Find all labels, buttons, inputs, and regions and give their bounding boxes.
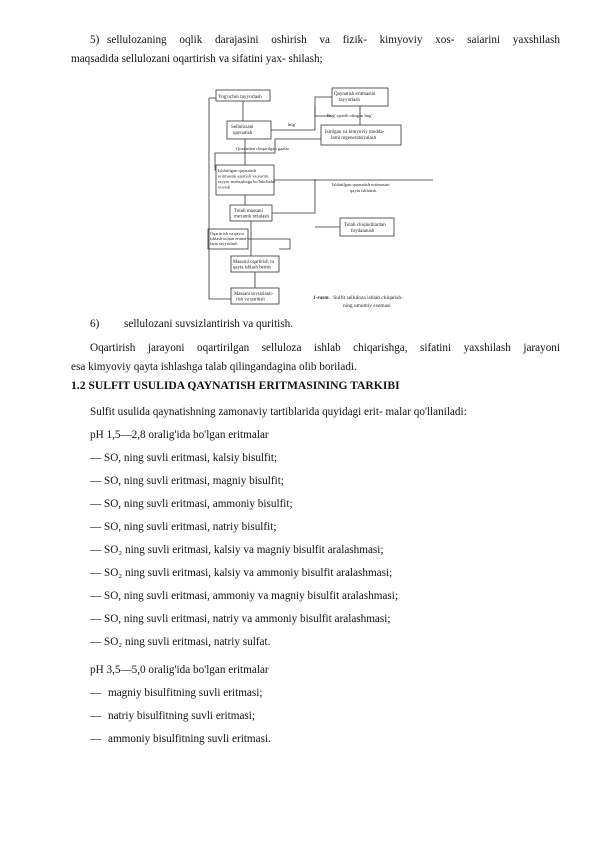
item-5-line-1: sellulozaning oqlik darajasini oshirish va fizik- kimyoviy xos- saiarini yaxshilash: [107, 34, 560, 46]
item-5-line-2: maqsadida sellulozani oqartirish va sifatini yax- shilash;: [71, 53, 323, 65]
process-diagram: [205, 84, 435, 314]
list-item: — SO₂ ning suvli eritmasi, kalsiy va ammoniy bisulfit aralashmasi;: [90, 567, 393, 579]
diagram-label-steam-off: Bug' ajratib olingan bug': [327, 113, 373, 118]
diagram-box-bleach-text: Massani oqartirish va qayta ishlash berish: [233, 260, 275, 271]
paragraph-line-1: Oqartirish jarayoni oqartirilgan selluloza ishlab chiqarishga, sifatini yaxshilash jarayoni: [90, 342, 560, 354]
diagram-box-liquor-prep: [332, 88, 388, 106]
diagram-caption-line-2: ning umumiy sxemasi: [343, 303, 391, 309]
list-number-5: 5): [90, 34, 100, 46]
list-item: — SO, ning suvli eritmasi, natriy va ammoniy bisulfit aralashmasi;: [90, 613, 391, 625]
list-dash: —: [90, 687, 102, 699]
intro-text: Sulfit usulida qaynatishning zamonaviy tartiblarida quyidagi erit- malar qo'llaniladi:: [90, 406, 467, 418]
diagram-label-steam: bug': [288, 122, 296, 127]
diagram-box-separation-text: Ishlatilgan qaynatish eritmasini ajratish va yarim tayyor mahsulotga bo'lakchalar yuvish: [218, 168, 276, 190]
diagram-label-reuse: Ishlatilgan qaynatish eritmasini qayta ishlatish: [332, 182, 390, 193]
diagram-box-waste-use-text: Tolali chiqindilardan foydalanish: [344, 223, 386, 234]
diagram-box-wood-prep-text: Yog'ochni tayyorlash: [218, 94, 262, 100]
diagram-label-gases: Qozondan chiqarilgan gazlar: [236, 146, 290, 151]
list-dash: —: [90, 733, 102, 745]
list-item: — SO₂ ning suvli eritmasi, natriy sulfat.: [90, 636, 271, 648]
list-number-6: 6): [90, 318, 100, 330]
diagram-box-cooking-text: Sellulozani qaynatish: [231, 125, 254, 136]
list-item: natriy bisulfitning suvli eritmasi;: [108, 710, 255, 722]
diagram-caption-line-1: Sulfit sellulоza ishlab chiqarish-: [333, 295, 403, 301]
list-item: magniy bisulfitning suvli eritmasi;: [108, 687, 263, 699]
list-item: — SO, ning suvli eritmasi, ammoniy va magniy bisulfit aralashmasi;: [90, 590, 398, 602]
list-item: — SO, ning suvli eritmasi, ammoniy bisulfit;: [90, 498, 293, 510]
diagram-box-gas-regen: [321, 125, 401, 145]
list-item: — SO₂ ning suvli eritmasi, kalsiy va magniy bisulfit aralashmasi;: [90, 544, 384, 556]
group-2-title: pH 3,5—5,0 oralig'ida bo'lgan eritmalar: [90, 664, 269, 676]
diagram-box-bleach-proc-text: Oqartirish va qayta ishlash uchun eritma-larni tayyorlash: [210, 231, 248, 246]
list-item: ammoniy bisulfitning suvli eritmasi.: [108, 733, 271, 745]
list-dash: —: [90, 710, 102, 722]
diagram-box-drying-text: Massani suvsizlanti-rish va quritish: [234, 292, 274, 303]
paragraph-line-2: esa kimyoviy qayta ishlashga talab qilingandagina olib boriladi.: [71, 361, 357, 373]
diagram-box-mech-clean-text: Tolali massani mexanik tozalash: [234, 209, 269, 220]
section-heading: 1.2 SULFIT USULIDA QAYNATISH ERITMASINING TARKIBI: [71, 379, 400, 392]
list-item: — SO, ning suvli eritmasi, magniy bisulfit;: [90, 475, 284, 487]
item-6-text: sellulozani suvsizlantirish va quritish.: [124, 318, 294, 330]
group-1-title: pH 1,5—2,8 oralig'ida bo'lgan eritmalar: [90, 429, 269, 441]
list-item: — SO, ning suvli eritmasi, kalsiy bisulfit;: [90, 452, 278, 464]
diagram-box-liquor-prep-text: Qaynatish eritmasini tayyorlash: [334, 92, 376, 103]
diagram-box-gas-regen-text: Isitilgan va kimyoviy modda-larni regeneratsiyalash: [325, 130, 385, 141]
diagram-caption-number: 1-rasm.: [313, 295, 330, 301]
diagram-caption: [313, 294, 403, 301]
diagram-box-cooking: [227, 121, 271, 139]
list-item: — SO, ning suvli eritmasi, natriy bisulfit;: [90, 521, 277, 533]
